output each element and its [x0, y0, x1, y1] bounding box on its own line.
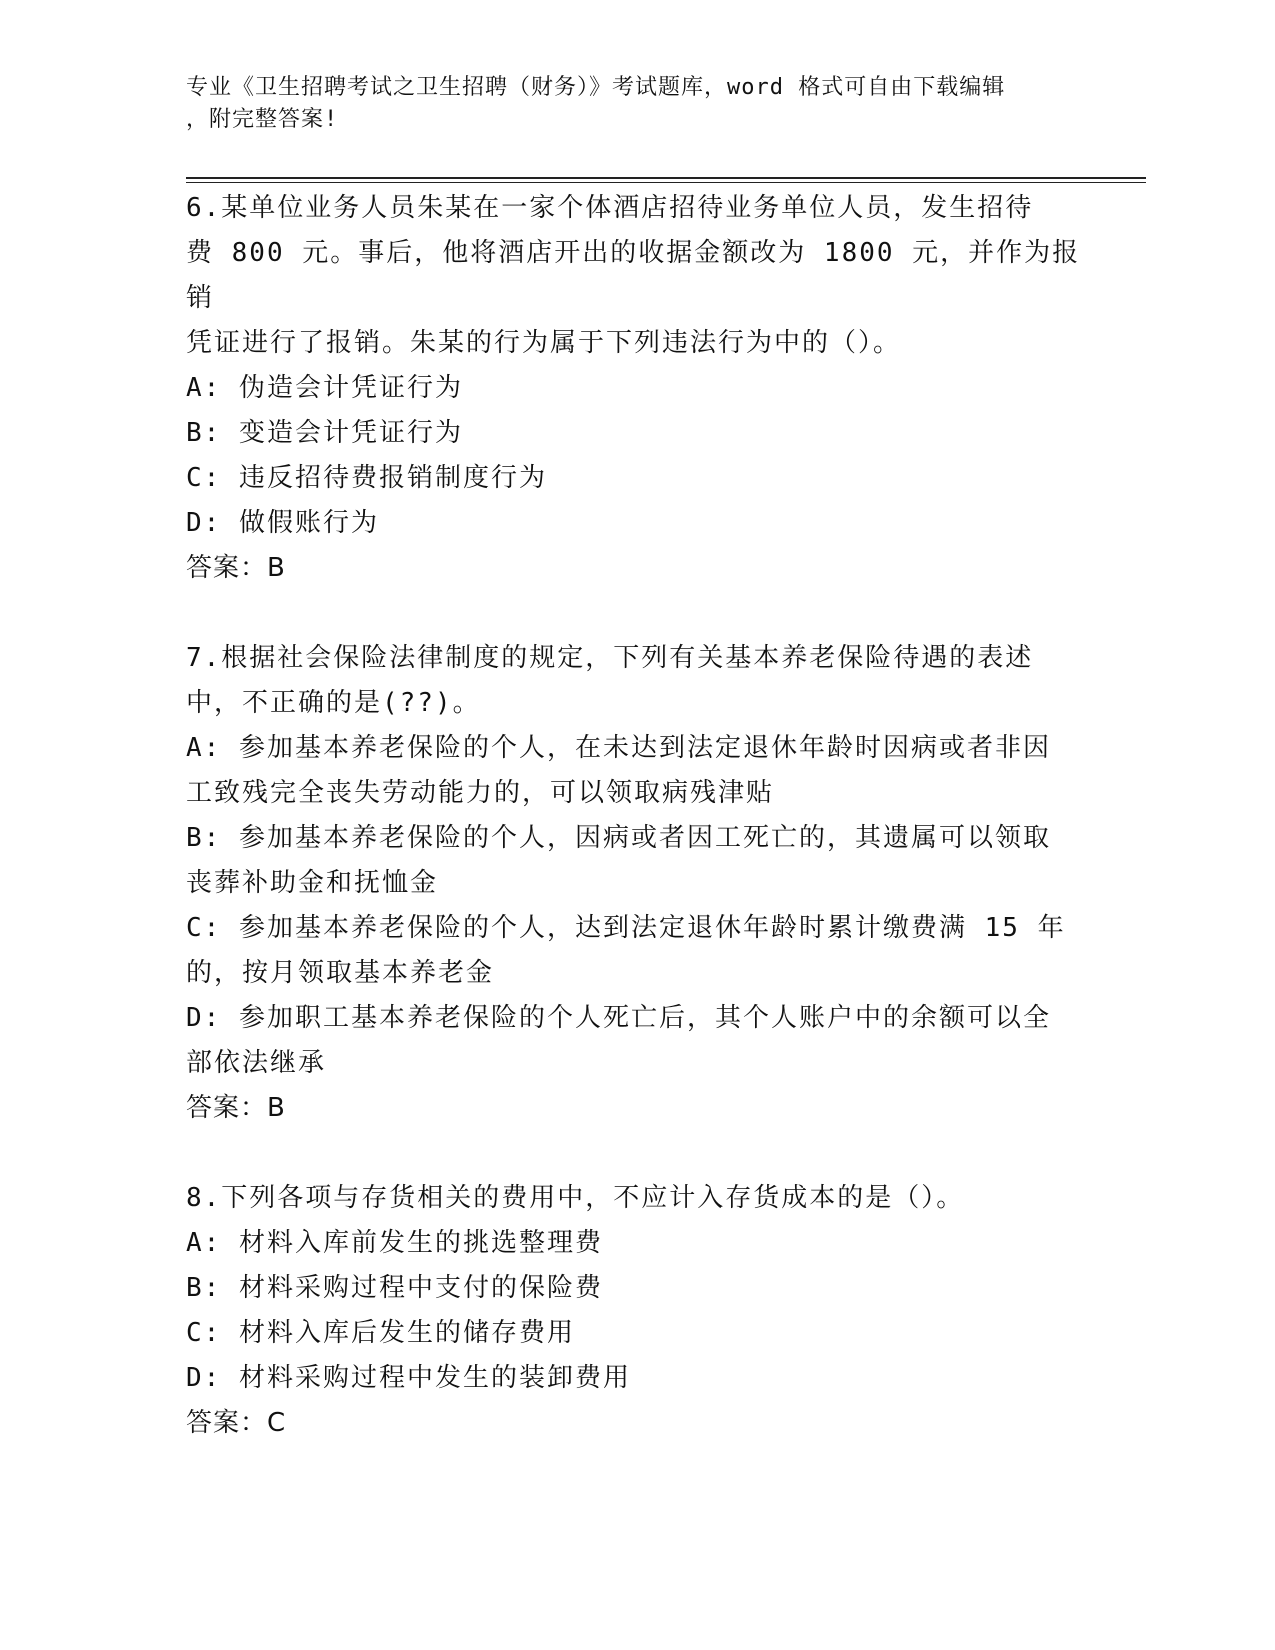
question-option-line: 工致残完全丧失劳动能力的，可以领取病残津贴 — [186, 778, 775, 808]
question-list — [186, 186, 1086, 1446]
question-option-line: 的，按月领取基本养老金 — [186, 958, 495, 988]
question-option-line: D: 参加职工基本养老保险的个人死亡后，其个人账户中的余额可以全 — [186, 1003, 1051, 1033]
question-answer: 答案：C — [186, 1408, 287, 1438]
question-option-line: B: 材料采购过程中支付的保险费 — [186, 1273, 603, 1303]
question-option-line: C: 参加基本养老保险的个人，达到法定退休年龄时累计缴费满 15 年 — [186, 913, 1066, 943]
question-stem-line: 6.某单位业务人员朱某在一家个体酒店招待业务单位人员，发生招待 — [186, 193, 1034, 223]
question-block — [186, 186, 1086, 591]
question-option-line: A: 材料入库前发生的挑选整理费 — [186, 1228, 603, 1258]
question-option-line: D: 材料采购过程中发生的装卸费用 — [186, 1363, 631, 1393]
question-option-line: C: 材料入库后发生的储存费用 — [186, 1318, 575, 1348]
question-stem-line: 凭证进行了报销。朱某的行为属于下列违法行为中的（）。 — [186, 328, 902, 358]
question-answer: 答案：B — [186, 1093, 286, 1123]
question-spacer — [186, 1131, 1086, 1176]
question-option-line: A: 伪造会计凭证行为 — [186, 373, 463, 403]
question-option-line: 丧葬补助金和抚恤金 — [186, 868, 439, 898]
question-block — [186, 636, 1086, 1131]
question-option-line: C: 违反招待费报销制度行为 — [186, 463, 547, 493]
document-header — [186, 72, 1066, 136]
question-stem-line: 费 800 元。事后，他将酒店开出的收据金额改为 1800 元，并作为报销 — [186, 238, 1081, 313]
question-block — [186, 1176, 1086, 1446]
question-answer: 答案：B — [186, 553, 286, 583]
header-divider-thin — [186, 182, 1146, 183]
question-option-line: A: 参加基本养老保险的个人，在未达到法定退休年龄时因病或者非因 — [186, 733, 1051, 763]
question-option-line: D: 做假账行为 — [186, 508, 379, 538]
question-option-line: B: 变造会计凭证行为 — [186, 418, 463, 448]
header-line-2: ，附完整答案! — [186, 107, 339, 132]
question-stem-line: 8.下列各项与存货相关的费用中，不应计入存货成本的是（）。 — [186, 1183, 965, 1213]
header-divider-thick — [186, 177, 1146, 179]
question-option-line: B: 参加基本养老保险的个人，因病或者因工死亡的，其遗属可以领取 — [186, 823, 1051, 853]
header-line-1: 专业《卫生招聘考试之卫生招聘（财务）》考试题库，word 格式可自由下载编辑 — [186, 75, 1006, 100]
question-spacer — [186, 591, 1086, 636]
question-option-line: 部依法继承 — [186, 1048, 327, 1078]
question-stem-line: 中，不正确的是(??)。 — [186, 688, 481, 718]
question-stem-line: 7.根据社会保险法律制度的规定，下列有关基本养老保险待遇的表述 — [186, 643, 1034, 673]
